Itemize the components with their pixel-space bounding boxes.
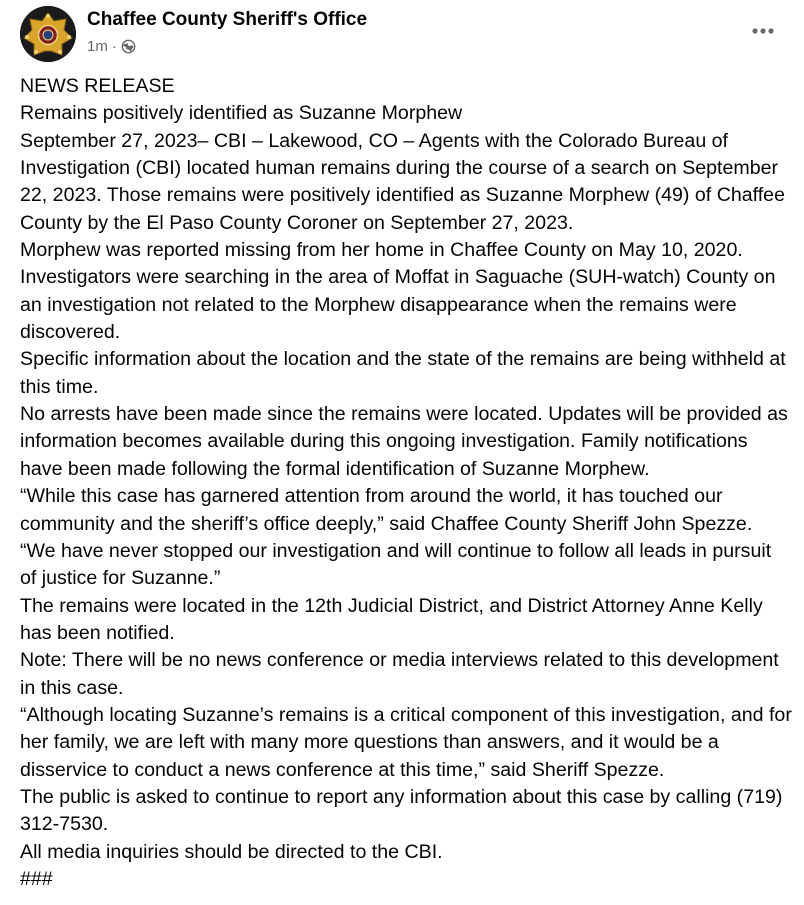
post-body <box>20 73 792 893</box>
post-paragraph: Remains positively identified as Suzanne Morphew <box>20 102 463 125</box>
avatar[interactable] <box>20 6 76 62</box>
post-paragraph: “Although locating Suzanne’s remains is a critical component of this investigation, and for her family, we are left with many more questions than answers, and it would be a disservice to conduct a news conference at this time,” said Sheriff Spezze. <box>20 703 792 781</box>
meta-separator: · <box>111 38 117 55</box>
post-paragraph: The public is asked to continue to report any information about this case by calling (719) 312-7530. <box>20 785 783 836</box>
globe-icon[interactable] <box>121 39 136 54</box>
post-paragraph: All media inquiries should be directed to the CBI. <box>20 840 443 863</box>
post-header <box>0 0 804 68</box>
post-paragraph: The remains were located in the 12th Judicial District, and District Attorney Anne Kelly has been notified. <box>20 594 763 644</box>
post-timestamp[interactable]: 1m <box>87 38 108 55</box>
post-paragraph: Note: There will be no news conference or media interviews related to this development in this case. <box>20 649 779 699</box>
author-name[interactable]: Chaffee County Sheriff's Office <box>87 9 368 30</box>
post-paragraph: ### <box>20 867 53 890</box>
post-paragraph: NEWS RELEASE <box>20 75 175 97</box>
post-paragraph: No arrests have been made since the remains were located. Updates will be provided as information becomes available during this ongoing investigation. Family notifications have been made following the formal identification of Suzanne Morphew. <box>20 403 788 480</box>
post-paragraph: Investigators were searching in the area of Moffat in Saguache (SUH-watch) County on an investigation not related to the Morphew disappearance when the remains were discovered. <box>20 266 776 344</box>
post-paragraph: Morphew was reported missing from her home in Chaffee County on May 10, 2020. <box>20 239 743 262</box>
post-meta <box>87 38 136 55</box>
post-paragraph: “While this case has garnered attention from around the world, it has touched our community and the sheriff’s office deeply,” said Chaffee County Sheriff John Spezze. “We have never stopped our investigation and will continue to follow all leads in pursuit of justice for Suzanne.” <box>20 485 772 590</box>
more-options-icon <box>751 27 775 35</box>
post-paragraph: September 27, 2023– CBI – Lakewood, CO – Agents with the Colorado Bureau of Investigation (CBI) located human remains during the course of a search on September 22, 2023. Those remains were positively identified as Suzanne Morphew (49) of Chaffee County by the El Paso County Coroner on September 27, 2023. <box>20 129 785 234</box>
post-paragraph: Specific information about the location and the state of the remains are being withheld at this time. <box>20 348 786 398</box>
more-options-button[interactable] <box>744 14 782 48</box>
sheriff-badge-icon <box>20 6 76 62</box>
